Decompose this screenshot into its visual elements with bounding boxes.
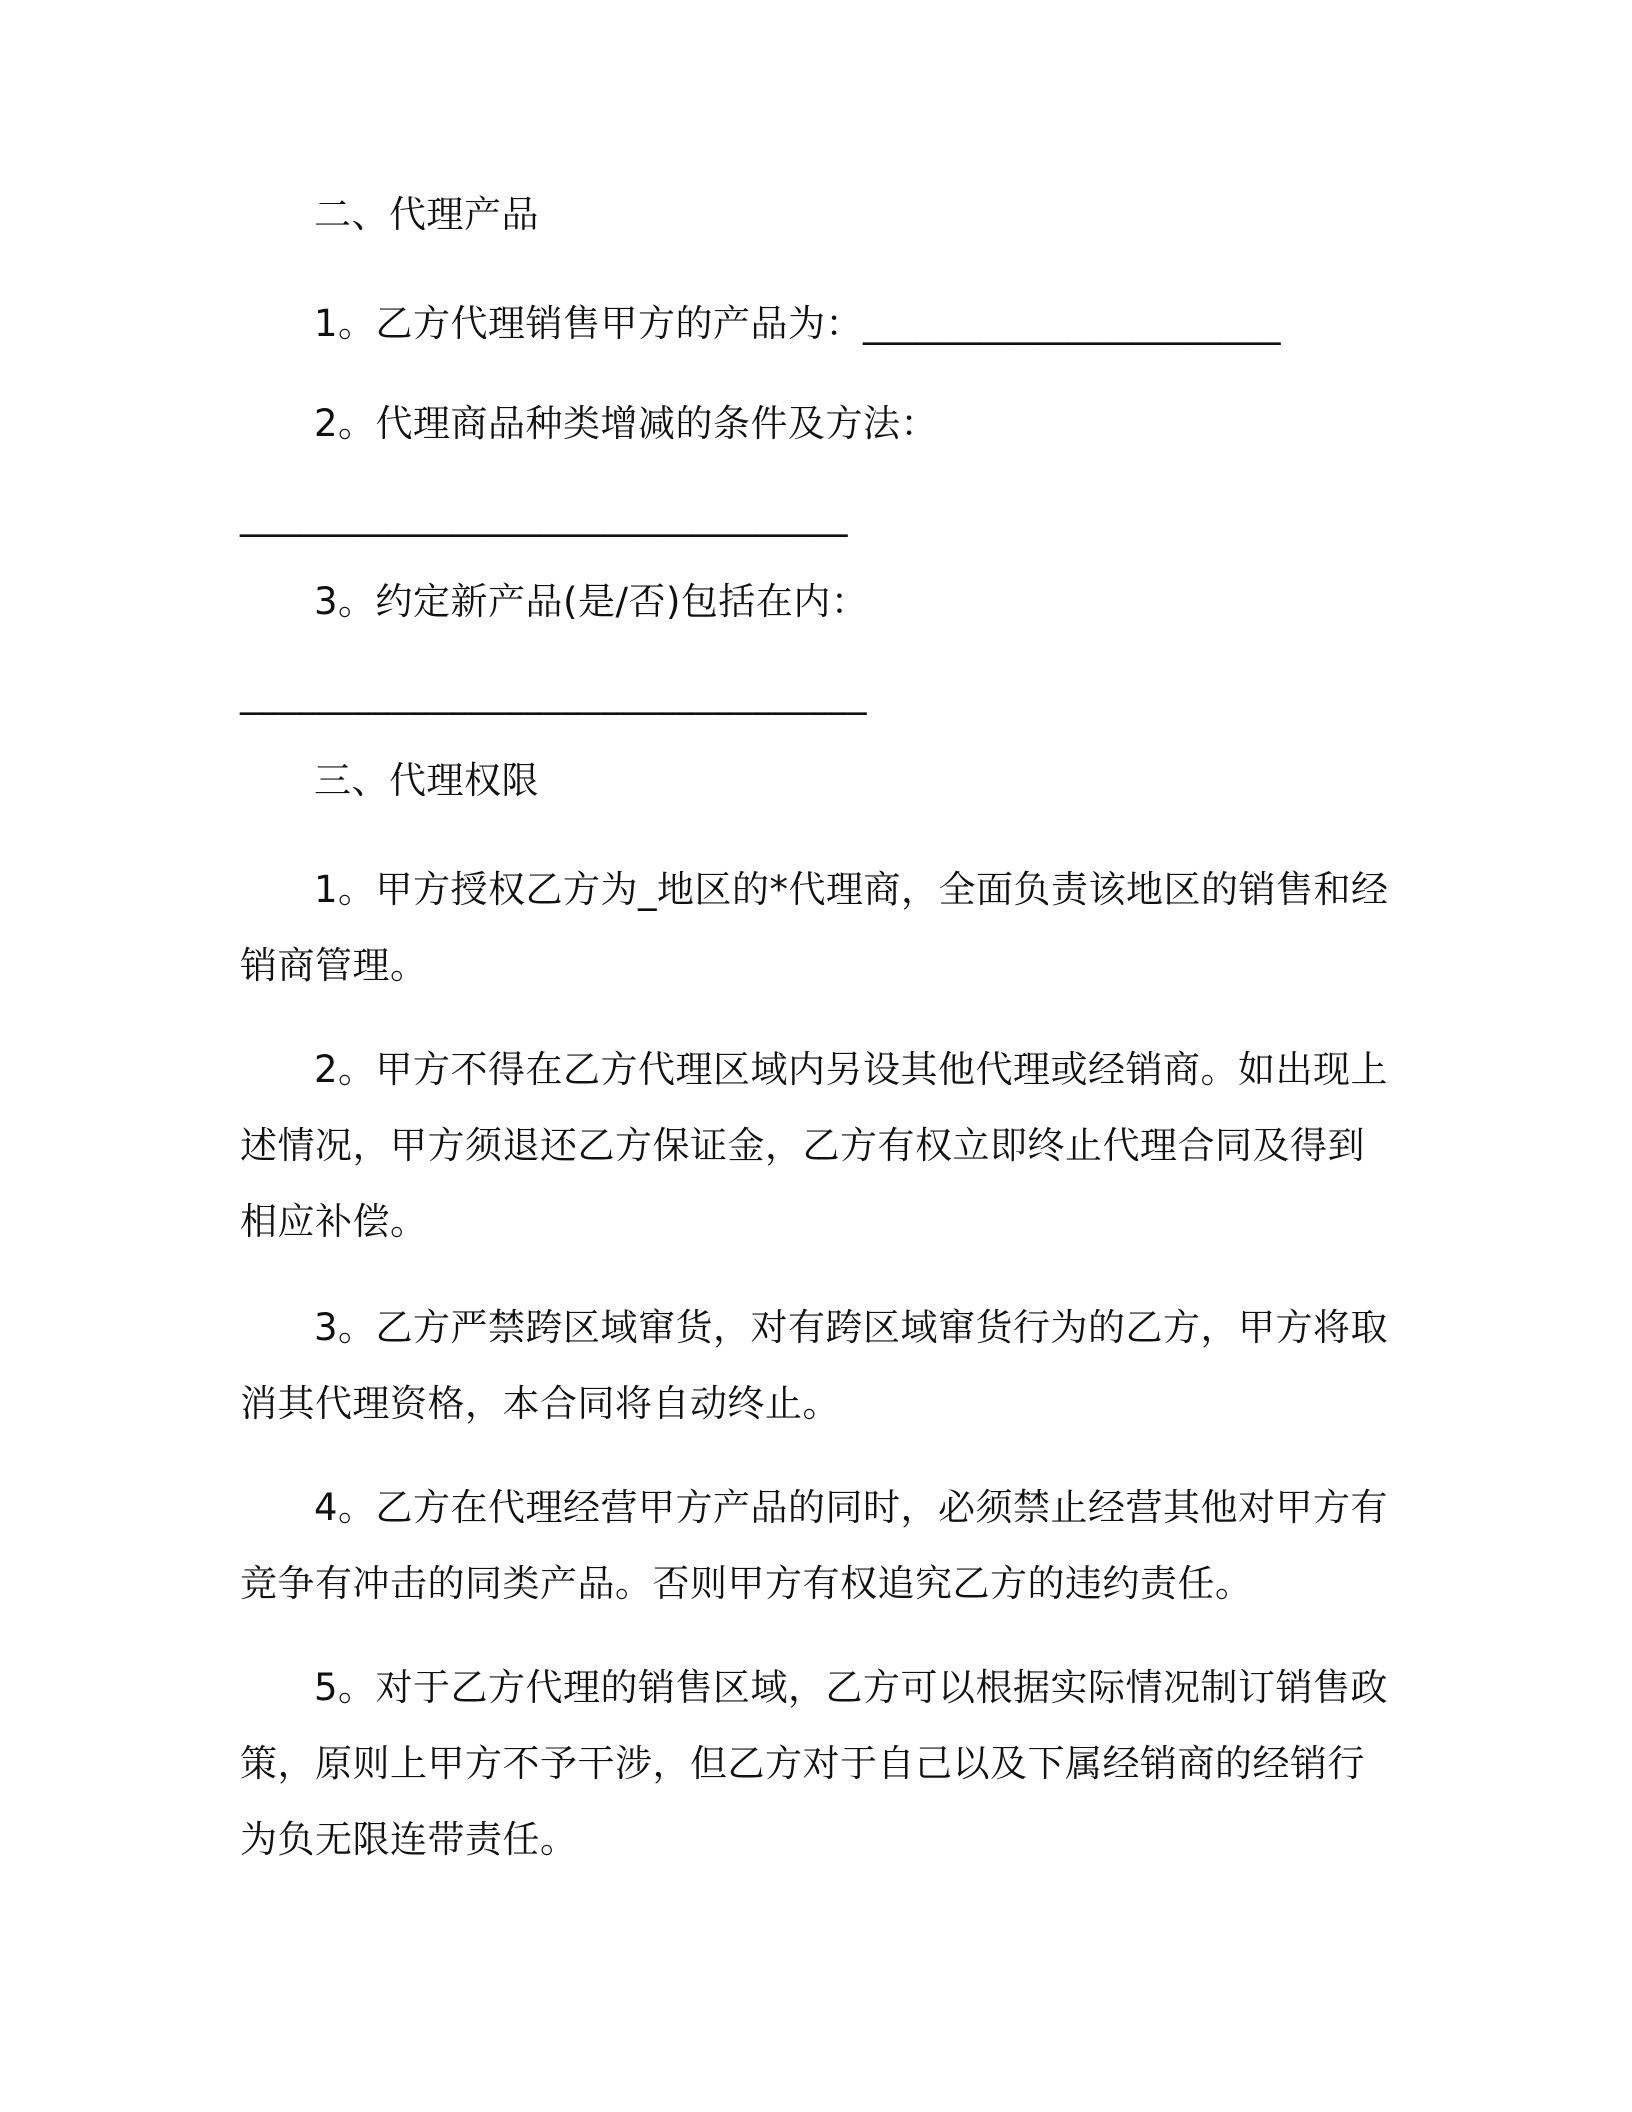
section-heading-agency-products: 二、代理产品 [314, 193, 539, 236]
clause-3-3-line-2: 消其代理资格，本合同将自动终止。 [240, 1382, 840, 1425]
clause-2-1: 1。乙方代理销售甲方的产品为：______________________ [314, 302, 1282, 345]
clause-3-5-line-1: 5。对于乙方代理的销售区域，乙方可以根据实际情况制订销售政 [314, 1666, 1389, 1709]
clause-3-2-line-2: 述情况，甲方须退还乙方保证金，乙方有权立即终止代理合同及得到 [240, 1124, 1365, 1167]
clause-3-2-line-3: 相应补偿。 [240, 1200, 428, 1243]
clause-3-5-line-2: 策，原则上甲方不予干涉，但乙方对于自己以及下属经销商的经销行 [240, 1742, 1365, 1785]
clause-3-3-line-1: 3。乙方严禁跨区域窜货，对有跨区域窜货行为的乙方，甲方将取 [314, 1306, 1389, 1349]
clause-2-3-blank: _________________________________ [240, 672, 867, 715]
clause-3-2-line-1: 2。甲方不得在乙方代理区域内另设其他代理或经销商。如出现上 [314, 1048, 1389, 1091]
clause-3-5-line-3: 为负无限连带责任。 [240, 1818, 578, 1861]
clause-3-4-line-2: 竞争有冲击的同类产品。否则甲方有权追究乙方的违约责任。 [240, 1562, 1253, 1605]
section-heading-agency-authority: 三、代理权限 [314, 759, 539, 802]
clause-2-3: 3。约定新产品(是/否)包括在内： [314, 580, 869, 623]
clause-2-2: 2。代理商品种类增减的条件及方法： [314, 402, 939, 445]
clause-3-4-line-1: 4。乙方在代理经营甲方产品的同时，必须禁止经营其他对甲方有 [314, 1486, 1389, 1529]
clause-3-1-line-2: 销商管理。 [240, 944, 428, 987]
clause-2-2-blank: ________________________________ [240, 494, 848, 537]
clause-3-1-line-1: 1。甲方授权乙方为_地区的*代理商，全面负责该地区的销售和经 [314, 868, 1389, 911]
